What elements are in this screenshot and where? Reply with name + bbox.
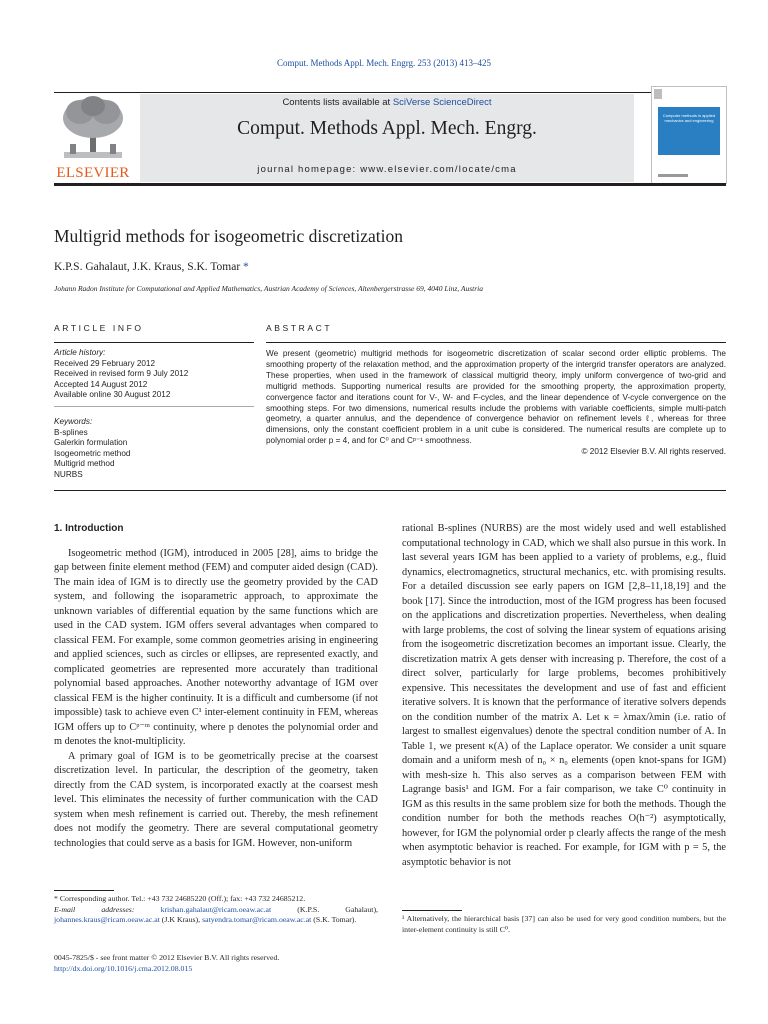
authors-text: K.P.S. Gahalaut, J.K. Kraus, S.K. Tomar [54, 261, 241, 273]
contents-line [140, 97, 634, 108]
email-label: E-mail addresses: [54, 904, 135, 914]
keyword-item: NURBS [54, 469, 83, 479]
keyword-item: Isogeometric method [54, 448, 131, 458]
elsevier-logo [54, 94, 132, 182]
keyword-item: B-splines [54, 427, 88, 437]
history-received: Received 29 February 2012 [54, 358, 156, 368]
journal-title: Comput. Methods Appl. Mech. Engrg. [237, 118, 537, 139]
abstract-body [266, 349, 726, 458]
corresponding-author-note: * Corresponding author. Tel.: +43 732 24685220 (Off.); fax: +43 732 24685212. [54, 894, 306, 903]
email-link-tomar[interactable]: satyendra.tomar@ricam.oeaw.ac.at [202, 915, 312, 924]
affiliation: Johann Radon Institute for Computational and Applied Mathematics, Austrian Academy of Sciences, Altenbergerstrasse 69, 4040 Linz, Austria [54, 284, 484, 293]
right-column [402, 522, 726, 870]
elsevier-tree-icon [54, 94, 132, 164]
intro-paragraph: A primary goal of IGM is to be geometrically precise at the coarsest discretization level. In particular, the description of the geometry, taken directly from the CAD system, is incorporated exactly at the coarsest mesh level. This eliminates the necessity of further communication with the CAD system when mesh refinement is carried out. Thereby, the mesh refinement does not modify the geometry. There are several computational geometry technologies that could serve as a basis for IGM. However, non-uniform [54, 750, 378, 849]
keywords [54, 417, 254, 481]
keyword-item: Multigrid method [54, 459, 115, 469]
article-info-rule [54, 342, 254, 343]
bottom-matter [54, 952, 279, 974]
cover-panel [658, 107, 720, 155]
abstract-rule [266, 342, 726, 343]
email-owner: (J.K Kraus), [161, 915, 201, 924]
header-top-rule [54, 92, 726, 93]
corresponding-footnote [54, 894, 378, 926]
history-revised: Received in revised form 9 July 2012 [54, 369, 189, 379]
author-list [54, 261, 249, 273]
article-history [54, 348, 254, 401]
footnote-rule-left [54, 890, 114, 891]
article-title: Multigrid methods for isogeometric discretization [54, 226, 403, 246]
email-link-kraus[interactable]: johannes.kraus@ricam.oeaw.ac.at [54, 915, 160, 924]
left-column [54, 522, 378, 851]
article-info-heading: ARTICLE INFO [54, 323, 144, 333]
keywords-label: Keywords: [54, 417, 93, 426]
email-owner: (S.K. Tomar). [313, 915, 357, 924]
abstract-heading: ABSTRACT [266, 323, 333, 333]
doi-link[interactable]: http://dx.doi.org/10.1016/j.cma.2012.08.015 [54, 964, 193, 973]
journal-citation[interactable]: Comput. Methods Appl. Mech. Engrg. 253 (2013) 413–425 [276, 58, 492, 68]
journal-homepage[interactable]: journal homepage: www.elsevier.com/locate/cma [257, 164, 517, 175]
footnote-rule-right [402, 910, 462, 911]
abstract-copyright: © 2012 Elsevier B.V. All rights reserved. [581, 447, 726, 457]
email-owner: (K.P.S. Gahalaut), [297, 904, 378, 914]
cover-footer [658, 174, 688, 177]
history-label: Article history: [54, 348, 106, 357]
corresponding-author-mark[interactable]: * [243, 261, 249, 273]
email-line [54, 905, 378, 926]
journal-banner [140, 94, 634, 182]
abstract-text: We present (geometric) multigrid methods for isogeometric discretization of scalar second order elliptic problems. The smoothing property of the relaxation method, and the approximation property of the intergrid transfer operators are analyzed. These properties, when used in the framework of classical multigrid theory, imply uniform convergence of two-grid and multigrid methods. Supporting numerical results are provided for the smoothing property, the approximation property, convergence factor and iterations count for V-, W- and F-cycles, and the linear dependence of V-cycle convergence on the smoothing steps. For two dimensions, numerical results include the problems with variable coefficients, simple multi-patch geometry, a quarter annulus, and the dependence of convergence behavior on refinement levels ℓ, whereas for three dimensions, only the constant coefficient problem in a unit cube is considered. The numerical results are complete up to polynomial order p = 4, and for C⁰ and Cᵖ⁻¹ smoothness. [266, 349, 726, 446]
publisher-name: ELSEVIER [56, 165, 130, 181]
footnote-1: ¹ Alternatively, the hierarchical basis [37] can also be used for very good condition numbers, but the inter-element continuity is still C⁰. [402, 914, 726, 934]
intro-paragraph: Isogeometric method (IGM), introduced in 2005 [28], aims to bridge the gap between finite element method (FEM) and computer aided design (CAD). The main idea of IGM is to directly use the geometry provided by the CAD system, and following the isoparametric approach, to approximate the unknown variables of differential equation by the same functions which are used in the CAD system. IGM offers several advantages when compared to classical FEM. For example, some common geometries arising in engineering and applied sciences, such as circles or ellipses, are represented exactly, and complicated geometries are represented more accurately than traditional polynomial based approaches. Another noteworthy advantage of IGM over classical FEM is the higher continuity. It is a difficult and cumbersome (if not impossible) task to achieve even C¹ inter-element continuity in FEM, whereas IGM offers up to Cᵖ⁻ᵐ continuity, where p denotes the polynomial order and m denotes the knot-multiplicity. [54, 547, 378, 747]
cover-text: Computer methods in applied mechanics and engineering [662, 113, 716, 123]
contents-prefix: Contents lists available at [282, 97, 393, 108]
header-bottom-rule [54, 183, 726, 186]
email-link-gahalaut[interactable]: krishan.gahalaut@ricam.oeaw.ac.at [160, 904, 272, 914]
journal-cover-thumbnail[interactable] [651, 86, 727, 184]
history-online: Available online 30 August 2012 [54, 390, 171, 400]
journal-header [54, 84, 726, 186]
front-matter-rule [54, 490, 726, 491]
sciencedirect-link[interactable]: SciVerse ScienceDirect [392, 97, 492, 108]
keyword-item: Galerkin formulation [54, 438, 128, 448]
section-heading-introduction: 1. Introduction [54, 523, 124, 534]
info-divider [54, 406, 254, 407]
history-accepted: Accepted 14 August 2012 [54, 379, 148, 389]
intro-paragraph: rational B-splines (NURBS) are the most widely used and well established computational technology in CAD, which we shall also pursue in this work. In last several years IGM has been applied to a variety of problems, e.g., fluid dynamics, electromagnetics, structural mechanics, etc. with promising results. For a detailed discussion see early papers on IGM [2,8–11,18,19] and the book [17]. Since the introduction, most of the IGM progress has been focused on the applications and discretization properties. Nevertheless, when dealing with large problems, the cost of solving the linear system of equations arising from the isogeometric discretization becomes an important issue. Clearly, the discretization matrix A gets denser with increasing p. Therefore, the cost of a direct solver, particularly for large problems, becomes prohibitively expensive. This necessitates the development and use of fast and efficient iterative solvers. It is known that the performance of iterative solvers depends on the condition number of the matrix A. Let κ = λmax/λmin (i.e. ratio of largest to smallest eigenvalues) denote the spectral condition number of A. In Table 1, we present κ(A) of the Laplace operator. We consider a unit square domain and a uniform mesh of n₀ × n₀ elements (open knot-spans for IGM) with mesh-size h. This also serves as a comparison between FEM with Lagrange basis¹ and IGM. For a fair comparison, we take C⁰ continuity in IGM as this results in the same problem size for both the methods. Though the condition number for both the methods reaches O(h⁻²) asymptotically, however, for IGM the polynomial order p clearly affects the range of the mesh when asymptotic behavior is reached. For example, for IGM with p = 5, the asymptotic behavior is not [402, 523, 726, 868]
issn-line: 0045-7825/$ - see front matter © 2012 Elsevier B.V. All rights reserved. [54, 953, 280, 962]
cover-mini-logo [654, 89, 662, 99]
